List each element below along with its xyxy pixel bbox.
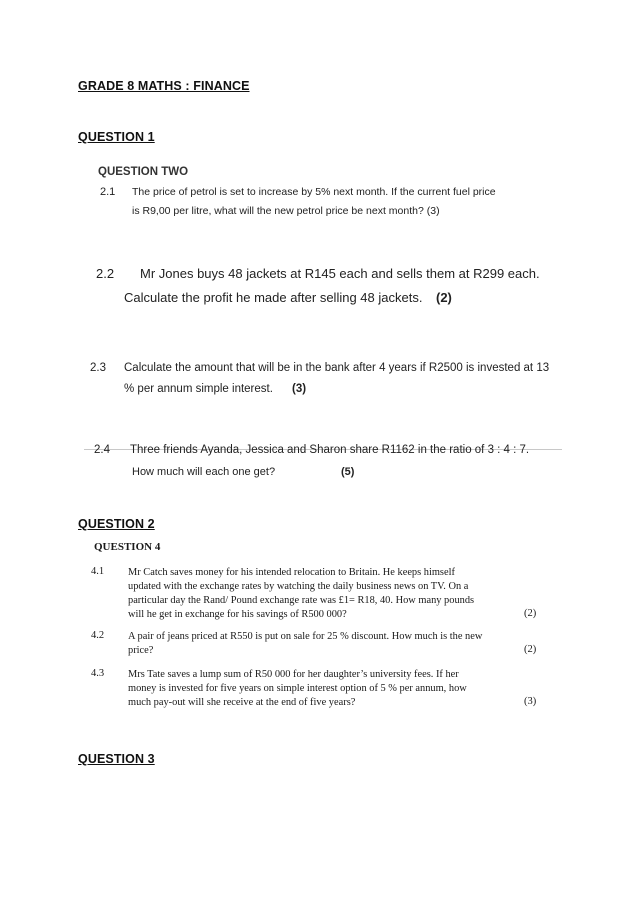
item-2-2-number: 2.2 <box>96 266 115 281</box>
question-3-heading: QUESTION 3 <box>78 752 155 766</box>
item-4-3-line3: much pay-out will she receive at the end of five years? <box>128 697 356 708</box>
item-4-1-line2: updated with the exchange rates by watching the daily business news on TV. On a <box>128 581 469 592</box>
item-2-4-marks: (5) <box>341 466 355 478</box>
question-two-scan <box>84 160 562 495</box>
question-four-scan <box>84 536 554 716</box>
item-2-1-line1: The price of petrol is set to increase by 5% next month. If the current fuel price <box>132 186 496 198</box>
item-2-3-line1: Calculate the amount that will be in the bank after 4 years if R2500 is invested at 13 <box>124 362 550 374</box>
question-four-header: QUESTION 4 <box>94 541 161 553</box>
question-1-heading: QUESTION 1 <box>78 130 155 144</box>
question-2-heading: QUESTION 2 <box>78 517 155 531</box>
item-2-4-line2: How much will each one get? <box>132 466 276 478</box>
item-2-4-number: 2.4 <box>94 444 110 456</box>
item-4-1-marks: (2) <box>524 608 537 619</box>
item-4-1-line1: Mr Catch saves money for his intended relocation to Britain. He keeps himself <box>128 567 455 578</box>
item-4-2-marks: (2) <box>524 644 537 655</box>
item-4-3-number: 4.3 <box>91 668 105 679</box>
item-2-3-line2: % per annum simple interest. <box>124 383 273 395</box>
item-4-1-number: 4.1 <box>91 566 105 577</box>
item-2-3-marks: (3) <box>292 383 307 395</box>
item-4-2-number: 4.2 <box>91 630 105 641</box>
item-4-3-line1: Mrs Tate saves a lump sum of R50 000 for her daughter’s university fees. If her <box>128 669 459 680</box>
page-title: GRADE 8 MATHS : FINANCE <box>78 79 250 93</box>
item-4-2-line1: A pair of jeans priced at R550 is put on sale for 25 % discount. How much is the new <box>128 631 483 642</box>
item-4-2-line2: price? <box>128 645 154 656</box>
item-2-2-line1: Mr Jones buys 48 jackets at R145 each and sells them at R299 each. <box>140 266 540 281</box>
item-2-1-line2: is R9,00 per litre, what will the new petrol price be next month? (3) <box>132 205 440 217</box>
item-4-3-marks: (3) <box>524 696 537 707</box>
item-2-1-number: 2.1 <box>100 186 116 198</box>
item-2-4-line1: Three friends Ayanda, Jessica and Sharon share R1162 in the ratio of 3 : 4 : 7. <box>130 444 530 456</box>
item-2-2-line2: Calculate the profit he made after selling 48 jackets. <box>124 290 423 305</box>
item-4-3-line2: money is invested for five years on simple interest option of 5 % per annum, how <box>128 683 467 694</box>
item-4-1-line4: will he get in exchange for his savings of R500 000? <box>128 609 347 620</box>
question-two-header: QUESTION TWO <box>98 166 189 178</box>
item-4-1-line3: particular day the Rand/ Pound exchange rate was £1= R18, 40. How many pounds <box>128 595 475 606</box>
item-2-2-marks: (2) <box>436 290 452 305</box>
item-2-3-number: 2.3 <box>90 362 106 374</box>
